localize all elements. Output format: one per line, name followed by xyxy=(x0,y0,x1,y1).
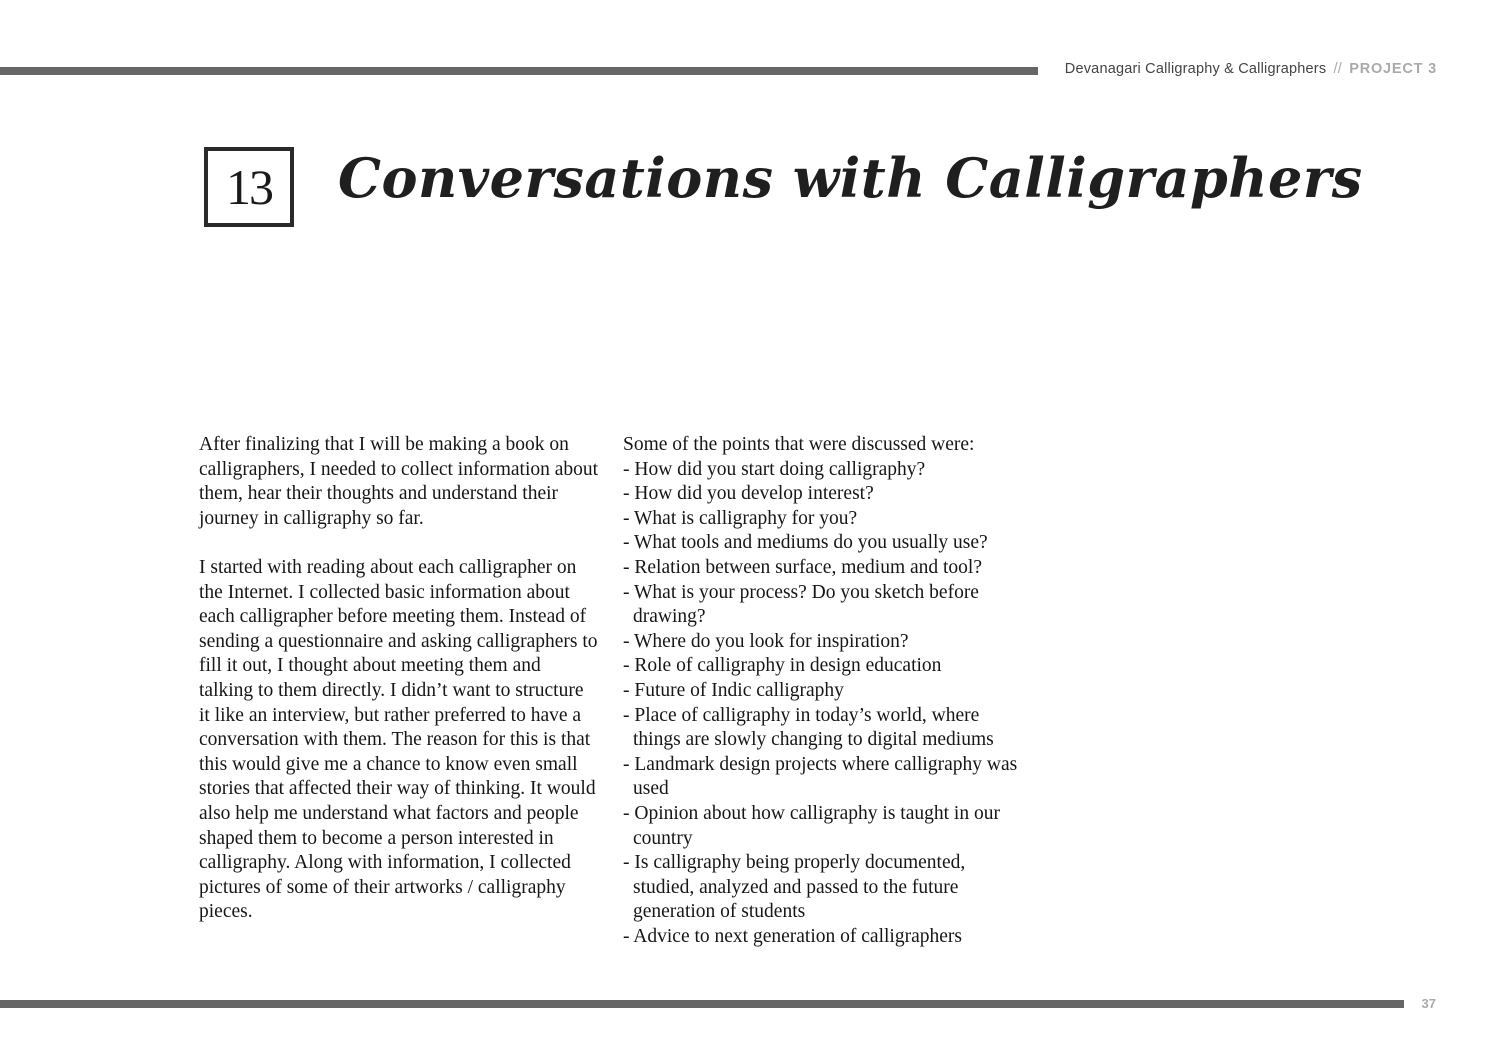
list-item: - Role of calligraphy in design education xyxy=(623,655,942,677)
points-intro: Some of the points that were discussed were: xyxy=(623,434,975,455)
header-separator: // xyxy=(1333,61,1342,77)
list-item: - Future of Indic calligraphy xyxy=(623,679,844,701)
list-item: - What is calligraphy for you? xyxy=(623,507,858,529)
running-header xyxy=(1065,61,1437,77)
list-item: - Advice to next generation of calligraphers xyxy=(623,925,962,947)
list-item: - Relation between surface, medium and tool? xyxy=(623,556,983,578)
project-label: PROJECT 3 xyxy=(1349,61,1437,77)
paragraph-intro: After finalizing that I will be making a book on calligraphers, I needed to collect information about them, hear their thoughts and understand their journey in calligraphy so far. xyxy=(199,434,599,529)
chapter-title: Conversations with Calligraphers xyxy=(338,146,1363,210)
left-column xyxy=(199,433,599,925)
paragraph-method: I started with reading about each calligrapher on the Internet. I collected basic information about each calligrapher before meeting them. Instead of sending a questionnaire and asking calligraphers to fill it out, I thought about meeting them and talking to them directly. I didn’t want to structure it like an interview, but rather preferred to have a conversation with them. The reason for this is that this would give me a chance to know even small stories that affected their way of thinking. It would also help me understand what factors and people shaped them to become a person interested in calligraphy. Along with information, I collected pictures of some of their artworks / calligraphy pieces. xyxy=(199,556,598,923)
list-item: - Landmark design projects where calligraphy was used xyxy=(623,753,1018,800)
list-item: - Where do you look for inspiration? xyxy=(623,630,909,652)
page-number: 37 xyxy=(1421,996,1436,1011)
header-rule xyxy=(0,67,1038,75)
footer-rule xyxy=(0,1000,1404,1008)
right-column xyxy=(623,433,1023,949)
list-item: - What tools and mediums do you usually use? xyxy=(623,532,988,554)
list-item: - Place of calligraphy in today’s world, where things are slowly changing to digital mediums xyxy=(623,704,994,751)
list-item: - How did you develop interest? xyxy=(623,483,874,505)
book-title: Devanagari Calligraphy & Calligraphers xyxy=(1064,61,1327,77)
discussion-points-list xyxy=(623,458,1023,950)
list-item: - How did you start doing calligraphy? xyxy=(623,458,926,480)
chapter-number-box xyxy=(204,147,294,227)
list-item: - What is your process? Do you sketch before drawing? xyxy=(623,581,979,628)
list-item: - Is calligraphy being properly documented, studied, analyzed and passed to the future generation of students xyxy=(623,852,966,923)
chapter-number: 13 xyxy=(226,159,272,215)
list-item: - Opinion about how calligraphy is taught in our country xyxy=(623,802,1000,849)
